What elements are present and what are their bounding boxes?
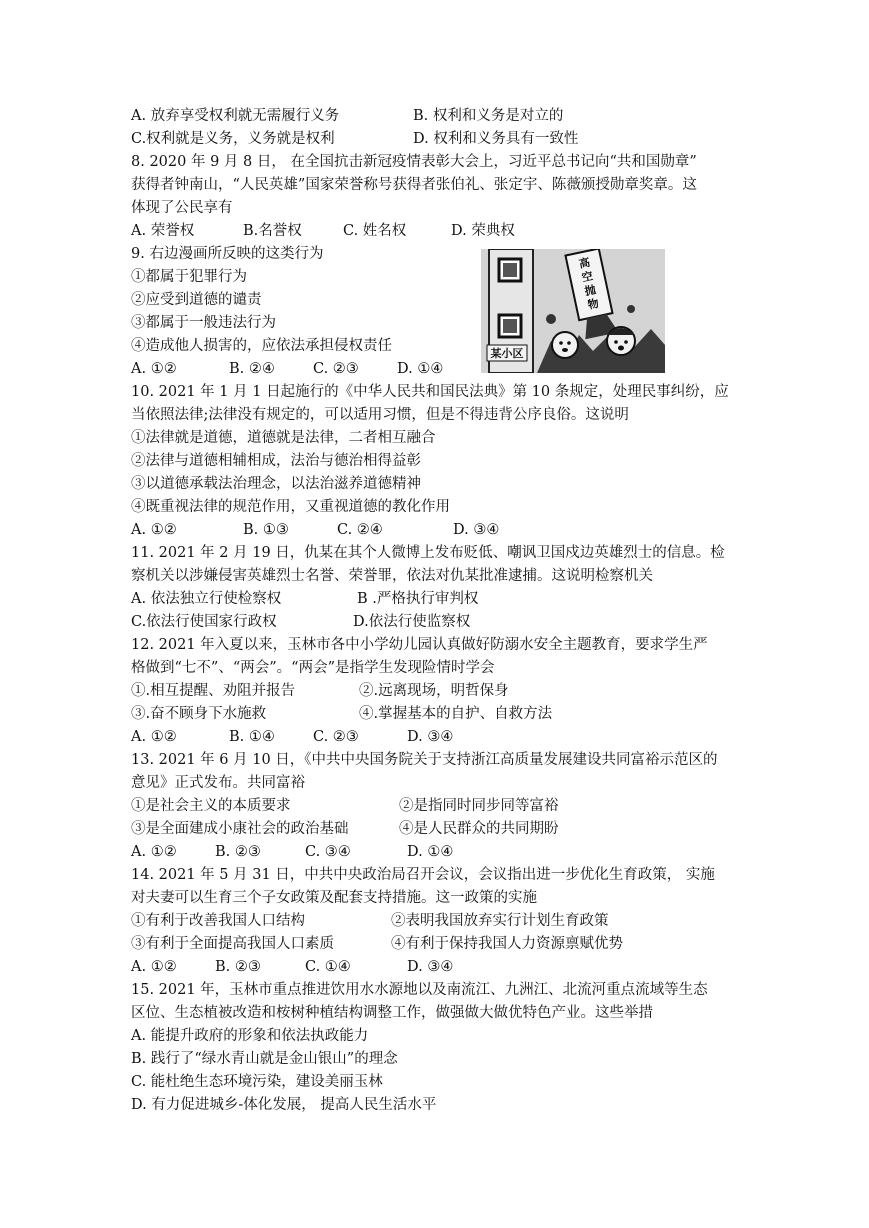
q11-stem-line-1: 11. 2021 年 2 月 19 日，仇某在其个人微博上发布贬低、嘲讽卫国戍边英雄烈士的信息。检 (131, 545, 725, 561)
q12-item-2: ②.远离现场，明哲保身 (359, 683, 509, 699)
q7-option-c: C.权利就是义务，义务就是权利 (131, 131, 335, 147)
q7-option-a: A. 放弃享受权利就无需履行义务 (131, 108, 340, 124)
q14-item-3: ③有利于全面提高我国人口素质 (131, 936, 334, 952)
q8-stem-line-1: 8. 2020 年 9 月 8 日， 在全国抗击新冠疫情表彰大会上，习近平总书记向“共和国勋章” (131, 154, 697, 170)
q15-option-a: A. 能提升政府的形象和依法执政能力 (131, 1028, 369, 1044)
q7-option-d: D. 权利和义务具有一致性 (413, 131, 579, 147)
q12-item-3: ③.奋不顾身下水施救 (131, 706, 267, 722)
q13-stem-line-2: 意见》正式发布。共同富裕 (131, 775, 305, 791)
q14-stem-line-1: 14. 2021 年 5 月 31 日，中共中央政治局召开会议，会议指出进一步优化生育政策， 实施 (131, 867, 715, 883)
q14-item-4: ④有利于保持我国人力资源禀赋优势 (391, 936, 623, 952)
q8-stem-line-3: 体现了公民享有 (131, 200, 233, 216)
cartoon-label: 某小区 (490, 347, 524, 360)
q12-item-1: ①.相互提醒、劝阻并报告 (131, 683, 296, 699)
q10-stem-line-1: 10. 2021 年 1 月 1 日起施行的《中华人民共和国民法典》第 10 条规定，处理民事纠纷，应 (131, 384, 729, 400)
q12-stem-line-2: 格做到“七不”、“两会”。“两会”是指学生发现险情时学会 (131, 660, 495, 676)
q9-cartoon-image (481, 249, 665, 373)
q9-item-2: ②应受到道德的谴责 (131, 292, 262, 308)
q10-option-d: D. ③④ (453, 522, 500, 538)
q9-option-d: D. ①④ (397, 361, 444, 377)
q8-option-c: C. 姓名权 (343, 223, 407, 239)
cartoon-drawing (481, 249, 665, 373)
q10-option-a: A. ①② (131, 522, 177, 538)
q9-item-1: ①都属于犯罪行为 (131, 269, 247, 285)
q14-option-b: B. ②③ (215, 959, 261, 975)
q9-item-4: ④造成他人损害的，应依法承担侵权责任 (131, 338, 392, 354)
q14-option-d: D. ③④ (407, 959, 454, 975)
q14-item-1: ①有利于改善我国人口结构 (131, 913, 305, 929)
q14-option-a: A. ①② (131, 959, 177, 975)
q14-item-2: ②表明我国放弃实行计划生育政策 (391, 913, 609, 929)
q10-item-2: ②法律与道德相辅相成，法治与德治相得益彰 (131, 453, 421, 469)
q12-option-a: A. ①② (131, 729, 177, 745)
q11-option-a: A. 依法独立行使检察权 (131, 591, 282, 607)
cartoon-sign-char: 高 (577, 255, 592, 271)
q10-item-1: ①法律就是道德，道德就是法律，二者相互融合 (131, 430, 436, 446)
q9-option-a: A. ①② (131, 361, 177, 377)
cartoon-sign-char: 抛 (583, 283, 598, 299)
q8-option-a: A. 荣誉权 (131, 223, 195, 239)
q15-stem-line-2: 区位、生态植被改造和桉树种植结构调整工作，做强做大做优特色产业。这些举措 (131, 1005, 653, 1021)
q15-option-c: C. 能杜绝生态环境污染，建设美丽玉林 (131, 1074, 383, 1090)
q9-stem: 9. 右边漫画所反映的这类行为 (131, 246, 324, 262)
person-icon (552, 332, 578, 358)
q10-item-3: ③以道德承载法治理念，以法治滋养道德精神 (131, 476, 421, 492)
q10-item-4: ④既重视法律的规范作用，又重视道德的教化作用 (131, 499, 450, 515)
q12-stem-line-1: 12. 2021 年入夏以来，玉林市各中小学幼儿园认真做好防溺水安全主题教育，要求学生严 (131, 637, 708, 653)
q15-option-d: D. 有力促进城乡-体化发展， 提高人民生活水平 (131, 1097, 437, 1113)
q13-option-c: C. ③④ (305, 844, 351, 860)
q13-item-1: ①是社会主义的本质要求 (131, 798, 291, 814)
q8-stem-line-2: 获得者钟南山，“人民英雄”国家荣誉称号获得者张伯礼、张定宇、陈薇颁授勋章奖章。这 (131, 177, 697, 193)
q9-option-c: C. ②③ (313, 361, 359, 377)
q8-option-b: B.名誉权 (243, 223, 302, 239)
q11-stem-line-2: 察机关以涉嫌侵害英雄烈士名誉、荣誉罪，依法对仇某批准逮捕。这说明检察机关 (131, 568, 653, 584)
q12-option-d: D. ③④ (407, 729, 454, 745)
q15-option-b: B. 践行了“绿水青山就是金山银山”的理念 (131, 1051, 398, 1067)
q13-item-2: ②是指同时同步同等富裕 (399, 798, 559, 814)
q9-item-3: ③都属于一般违法行为 (131, 315, 276, 331)
q13-stem-line-1: 13. 2021 年 6 月 10 日，《中共中央国务院关于支持浙江高质量发展建设共同富裕示范区的 (131, 752, 718, 768)
q13-item-4: ④是人民群众的共同期盼 (399, 821, 559, 837)
q10-option-b: B. ①③ (243, 522, 289, 538)
q14-option-c: C. ①④ (305, 959, 351, 975)
q15-stem-line-1: 15. 2021 年，玉林市重点推进饮用水水源地以及南流江、九洲江、北流河重点流域等生态 (131, 982, 708, 998)
q12-item-4: ④.掌握基本的自护、自救方法 (359, 706, 553, 722)
q10-stem-line-2: 当依照法律;法律没有规定的，可以适用习惯，但是不得违背公序良俗。这说明 (131, 407, 629, 423)
q13-item-3: ③是全面建成小康社会的政治基础 (131, 821, 349, 837)
cartoon-sign-char: 物 (586, 296, 600, 312)
q11-option-d: D.依法行使监察权 (353, 614, 471, 630)
q11-option-c: C.依法行使国家行政权 (131, 614, 277, 630)
q9-option-b: B. ②④ (229, 361, 275, 377)
q12-option-c: C. ②③ (313, 729, 359, 745)
q13-option-a: A. ①② (131, 844, 177, 860)
q7-option-b: B. 权利和义务是对立的 (413, 108, 564, 124)
q13-option-b: B. ②③ (215, 844, 261, 860)
q10-option-c: C. ②④ (337, 522, 383, 538)
cartoon-sign-char: 空 (580, 269, 595, 285)
q11-option-b: B .严格执行审判权 (357, 591, 479, 607)
q14-stem-line-2: 对夫妻可以生育三个子女政策及配套支持措施。这一政策的实施 (131, 890, 537, 906)
q8-option-d: D. 荣典权 (451, 223, 515, 239)
q12-option-b: B. ①④ (229, 729, 275, 745)
q13-option-d: D. ①④ (407, 844, 454, 860)
